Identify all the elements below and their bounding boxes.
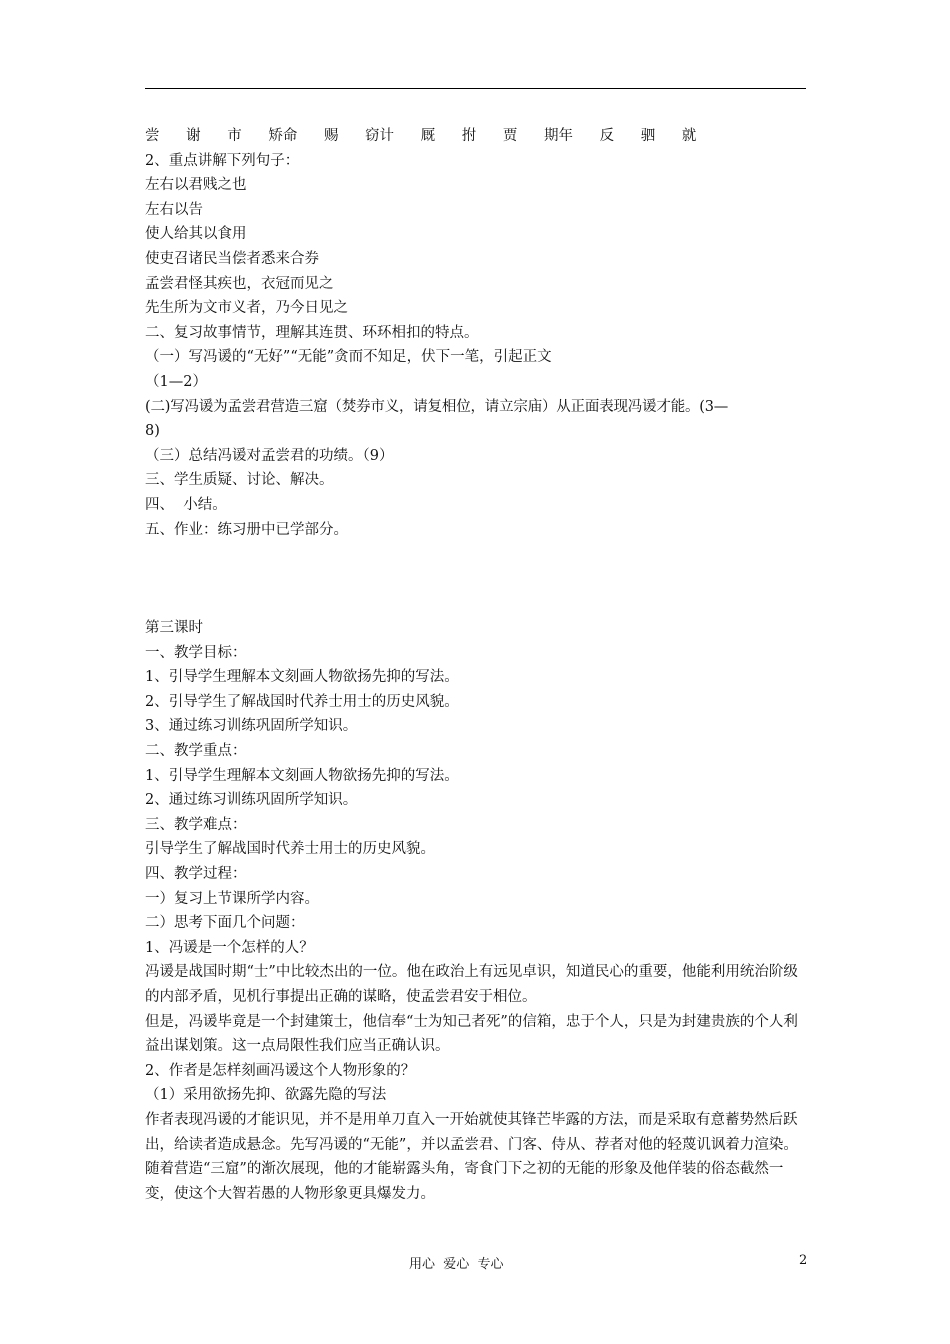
text-line: 一）复习上节课所学内容。 <box>145 890 319 907</box>
text-line: 四、 小结。 <box>145 496 227 513</box>
vocab-item: 驷 <box>640 128 656 144</box>
text-line: 左右以告 <box>145 201 203 218</box>
text-line: 左右以君贱之也 <box>145 177 247 194</box>
text-line: 引导学生了解战国时代养士用士的历史风貌。 <box>145 841 435 858</box>
vocab-item: 贾 <box>502 128 518 144</box>
vocab-list <box>145 124 807 149</box>
text-line: 使吏召诸民当偿者悉来合券 <box>145 250 319 267</box>
header-rule <box>145 88 806 89</box>
text-line: 二、复习故事情节，理解其连贯、环环相扣的特点。 <box>145 324 479 341</box>
vocab-item: 反 <box>599 128 615 144</box>
text-line: 一、教学目标： <box>145 644 247 661</box>
text-line: 2、重点讲解下列句子： <box>145 152 300 169</box>
text-line: (二)写冯谖为孟尝君营造三窟（焚券市义，请复相位，请立宗庙）从正面表现冯谖才能。(3— <box>145 398 729 415</box>
text-line: （一）写冯谖的“无好”“无能”贪而不知足，伏下一笔，引起正文 <box>145 349 552 366</box>
section-gap <box>145 542 807 616</box>
document-body <box>145 124 807 1206</box>
text-line: （三）总结冯谖对孟尝君的功绩。（9） <box>145 447 394 464</box>
lesson-title: 第三课时 <box>145 620 203 637</box>
text-line: 3、通过练习训练巩固所学知识。 <box>145 718 358 735</box>
paragraph: 冯谖是战国时期“士”中比较杰出的一位。他在政治上有远见卓识，知道民心的重要，他能利用统治阶级的内部矛盾，见机行事提出正确的谋略，使孟尝君安于相位。 <box>145 964 798 1005</box>
vocab-item: 矫命 <box>268 128 298 144</box>
vocab-item: 就 <box>681 128 697 144</box>
text-line: 三、教学难点： <box>145 816 247 833</box>
text-line: 五、作业：练习册中已学部分。 <box>145 521 348 538</box>
vocab-item: 期年 <box>543 128 573 144</box>
text-line: 孟尝君怪其疾也，衣冠而见之 <box>145 275 334 292</box>
text-line: 使人给其以食用 <box>145 226 247 243</box>
footer-motto: 用心 爱心 专心 <box>409 1257 504 1272</box>
text-line: 2、通过练习训练巩固所学知识。 <box>145 792 358 809</box>
text-line: 先生所为文市义者，乃今日见之 <box>145 300 348 317</box>
text-line: 四、教学过程： <box>145 866 247 883</box>
vocab-item: 赐 <box>323 128 339 144</box>
vocab-item: 厩 <box>420 128 436 144</box>
vocab-item: 拊 <box>461 128 477 144</box>
text-line: 1、冯谖是一个怎样的人？ <box>145 939 314 956</box>
paragraph: 作者表现冯谖的才能识见，并不是用单刀直入一开始就使其锋芒毕露的方法，而是采取有意蓄势然后跃出，给读者造成悬念。先写冯谖的“无能”，并以孟尝君、门客、侍从、荐者对他的轻蔑讥讽着力渲染。随着营造“三窟”的渐次展现，他的才能崭露头角，寄食门下之初的无能的形象及他佯装的俗态截然一变，使这个大智若愚的人物形象更具爆发力。 <box>145 1111 798 1202</box>
page-number: 2 <box>799 1253 808 1268</box>
text-line: 二、教学重点： <box>145 743 247 760</box>
text-line: （1）采用欲扬先抑、欲露先隐的写法 <box>145 1087 387 1104</box>
vocab-item: 市 <box>227 128 242 144</box>
vocab-item: 尝 <box>145 128 160 144</box>
text-line: 三、学生质疑、讨论、解决。 <box>145 472 334 489</box>
text-line: 二）思考下面几个问题： <box>145 915 305 932</box>
text-line: 1、引导学生理解本文刻画人物欲扬先抑的写法。 <box>145 669 459 686</box>
vocab-item: 窃计 <box>365 128 395 144</box>
text-line: 1、引导学生理解本文刻画人物欲扬先抑的写法。 <box>145 767 459 784</box>
text-line: 8) <box>145 423 160 440</box>
vocab-item: 谢 <box>186 128 201 144</box>
paragraph: 但是，冯谖毕竟是一个封建策士，他信奉“士为知己者死”的信箱，忠于个人，只是为封建贵族的个人利益出谋划策。这一点局限性我们应当正确认识。 <box>145 1013 798 1055</box>
text-line: （1—2） <box>145 373 207 390</box>
text-line: 2、作者是怎样刻画冯谖这个人物形象的？ <box>145 1062 416 1079</box>
text-line: 2、引导学生了解战国时代养士用士的历史风貌。 <box>145 693 459 710</box>
